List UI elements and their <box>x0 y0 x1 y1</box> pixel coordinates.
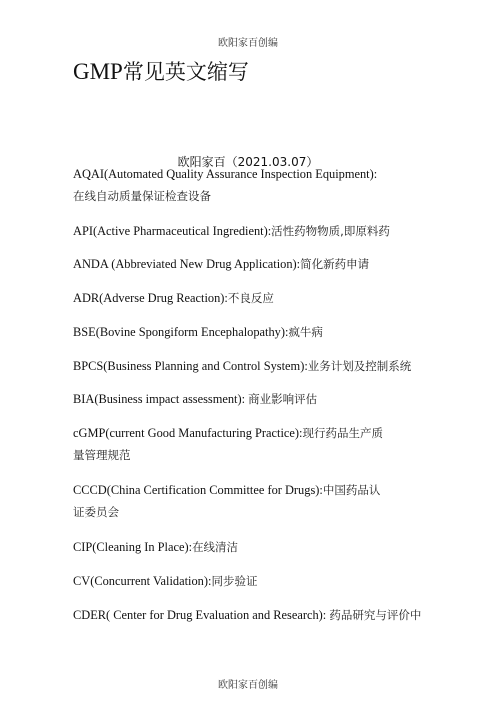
abbreviation-entry <box>73 163 383 207</box>
running-footer: 欧阳家百创编 <box>218 680 278 691</box>
title-english: GMP <box>73 59 123 84</box>
entry-english: CCCD(China Certification Committee for Drugs): <box>73 483 323 497</box>
entry-english: BPCS(Business Planning and Control System): <box>73 359 308 373</box>
entry-chinese: 活性药物物质,即原料药 <box>271 224 390 238</box>
running-header: 欧阳家百创编 <box>218 38 278 49</box>
entry-english: ADR(Adverse Drug Reaction): <box>73 291 228 305</box>
entry-chinese: 在线自动质量保证检查设备 <box>73 189 211 203</box>
entry-chinese: 同步验证 <box>211 574 258 588</box>
entry-chinese: 疯牛病 <box>288 325 323 339</box>
entry-english: ANDA (Abbreviated New Drug Application): <box>73 257 301 271</box>
document-date: （2021.03.07） <box>225 155 319 169</box>
abbreviation-entry <box>73 604 422 626</box>
entry-english: AQAI(Automated Quality Assurance Inspection Equipment): <box>73 167 378 181</box>
entry-chinese: 商业影响评估 <box>248 392 318 406</box>
entry-english: API(Active Pharmaceutical Ingredient): <box>73 224 272 238</box>
entry-chinese: 简化新药申请 <box>300 257 370 271</box>
entry-chinese: 药品研究与评价中 <box>329 608 422 622</box>
abbreviation-entry <box>73 422 383 466</box>
document-title <box>73 56 249 86</box>
entry-chinese: 业务计划及控制系统 <box>307 359 412 373</box>
abbreviation-entry <box>73 321 383 343</box>
entry-chinese: 现行药品生产质量管理规范 <box>73 426 383 462</box>
entry-english: BIA(Business impact assessment): <box>73 392 249 406</box>
abbreviation-entry <box>73 253 383 275</box>
entry-english: CV(Concurrent Validation): <box>73 574 212 588</box>
abbreviation-entry <box>73 479 383 523</box>
entry-english: CIP(Cleaning In Place): <box>73 540 193 554</box>
author-name: 欧阳家百 <box>177 155 226 169</box>
entry-english: BSE(Bovine Spongiform Encephalopathy): <box>73 325 289 339</box>
entry-chinese: 不良反应 <box>227 291 274 305</box>
entry-english: CDER( Center for Drug Evaluation and Research): <box>73 608 330 622</box>
abbreviation-entry <box>73 570 383 592</box>
abbreviation-entry <box>73 355 412 377</box>
abbreviation-entry <box>73 536 383 558</box>
entry-english: cGMP(current Good Manufacturing Practice): <box>73 426 303 440</box>
title-chinese: 常见英文缩写 <box>122 60 249 84</box>
entry-chinese: 中国药品认证委员会 <box>73 483 381 519</box>
abbreviation-entry <box>73 388 383 410</box>
abbreviation-entry <box>73 220 390 242</box>
abbreviation-entry <box>73 287 383 309</box>
entry-chinese: 在线清洁 <box>192 540 239 554</box>
